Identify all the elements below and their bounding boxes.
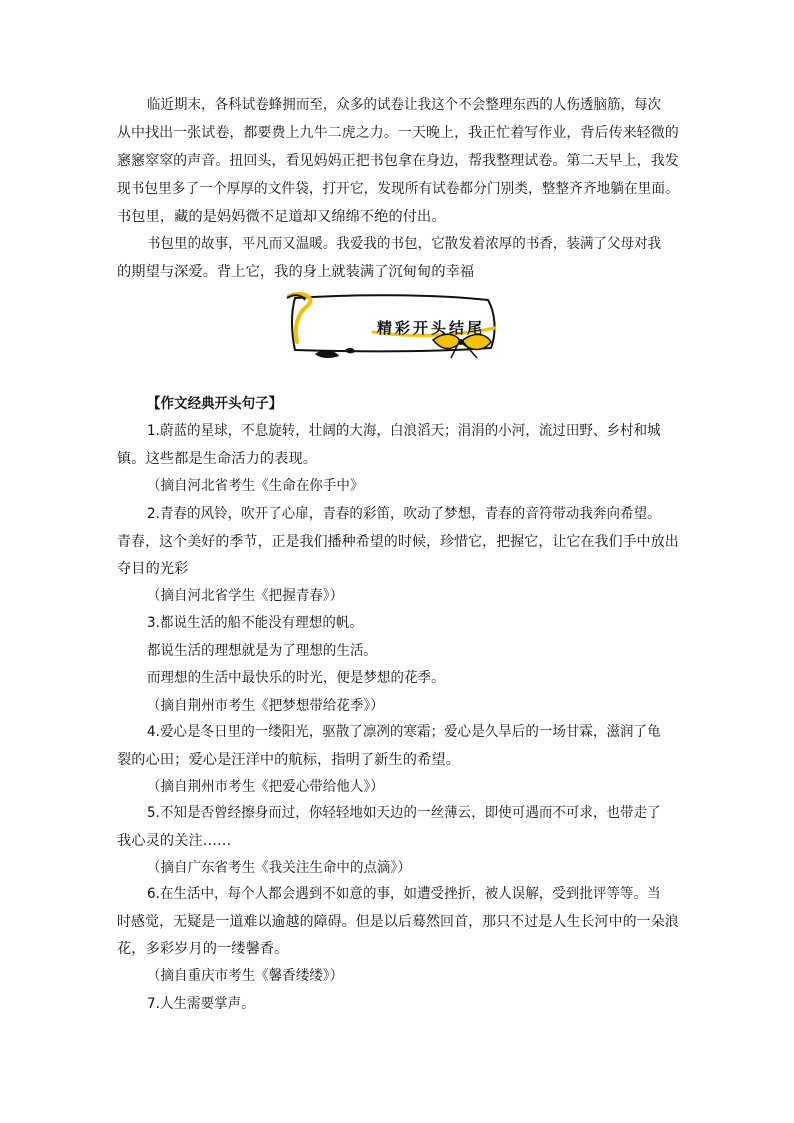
item-4-line-1: 4.爱心是冬日里的一缕阳光，驱散了凛冽的寒霜；爱心是久旱后的一场甘霖，滋润了龟 xyxy=(147,724,661,740)
intro-para2-line-2: 的期望与深爱。背上它，我的身上就装满了沉甸甸的幸福 xyxy=(117,264,475,280)
intro-para1-line-1: 临近期末，各科试卷蜂拥而至，众多的试卷让我这个不会整理东西的人伤透脑筋，每次 xyxy=(147,97,662,113)
intro-para1-line-5: 书包里，藏的是妈妈微不足道却又绵绵不绝的付出。 xyxy=(117,209,446,225)
intro-para1-line-3: 窸窸窣窣的声音。扭回头，看见妈妈正把书包拿在身边，帮我整理试卷。第二天早上，我发 xyxy=(117,153,679,169)
item-1-line-2: 镇。这些都是生命活力的表现。 xyxy=(117,451,318,467)
item-1-source: （摘自河北省考生《生命在你手中》 xyxy=(147,478,364,494)
item-3-source: （摘自荆州市考生《把梦想带给花季》） xyxy=(147,698,384,714)
section-heading: 【作文经典开头句子】 xyxy=(147,396,283,412)
item-6-line-2: 时感觉，无疑是一道难以逾越的障碍。但是以后蓦然回首，那只不过是人生长河中的一朵浪 xyxy=(117,914,679,930)
intro-para1-line-2: 从中找出一张试卷，都要费上九牛二虎之力。一天晚上，我正忙着写作业，背后传来轻微的 xyxy=(117,125,679,141)
item-3-line-3: 而理想的生活中最快乐的时光，便是梦想的花季。 xyxy=(147,670,445,686)
item-5-source: （摘自广东省考生《我关注生命中的点滴》） xyxy=(147,860,411,876)
item-2-line-3: 夺目的光彩 xyxy=(117,561,189,577)
item-3-line-1: 3.都说生活的船不能没有理想的帆。 xyxy=(147,615,363,631)
item-7-line-1: 7.人生需要掌声。 xyxy=(147,996,255,1012)
item-2-line-1: 2.青春的风铃，吹开了心扉，青春的彩笛，吹动了梦想，青春的音符带动我奔向希望。 xyxy=(147,506,661,522)
intro-para1-line-4: 现书包里多了一个厚厚的文件袋，打开它，发现所有试卷都分门别类，整整齐齐地躺在里面。 xyxy=(117,181,679,197)
item-4-line-2: 裂的心田；爱心是汪洋中的航标，指明了新生的希望。 xyxy=(117,752,460,768)
item-5-line-1: 5.不知是否曾经擦身而过，你轻轻地如天边的一丝薄云，即使可遇而不可求，也带走了 xyxy=(147,805,661,821)
item-5-line-2: 我心灵的关注…… xyxy=(117,833,232,849)
item-6-source: （摘自重庆市考生《馨香缕缕》） xyxy=(147,968,344,984)
item-3-line-2: 都说生活的理想就是为了理想的生活。 xyxy=(147,643,378,659)
item-2-line-2: 青春，这个美好的季节，正是我们播种希望的时候，珍惜它，把握它，让它在我们手中放出 xyxy=(117,534,679,550)
banner-title: 精彩开头结尾 xyxy=(377,319,486,337)
item-1-line-1: 1.蔚蓝的星球，不息旋转，壮阔的大海，白浪滔天；涓涓的小河，流过田野、乡村和城 xyxy=(147,423,661,439)
intro-para2-line-1: 书包里的故事，平凡而又温暖。我爱我的书包，它散发着浓厚的书香，装满了父母对我 xyxy=(147,236,662,252)
item-2-source: （摘自河北省学生《把握青春》） xyxy=(147,588,344,604)
item-6-line-1: 6.在生活中，每个人都会遇到不如意的事，如遭受挫折，被人误解，受到批评等等。当 xyxy=(147,886,661,902)
item-4-source: （摘自荆州市考生《把爱心带给他人》） xyxy=(147,779,384,795)
item-6-line-3: 花，多彩岁月的一缕馨香。 xyxy=(117,941,289,957)
